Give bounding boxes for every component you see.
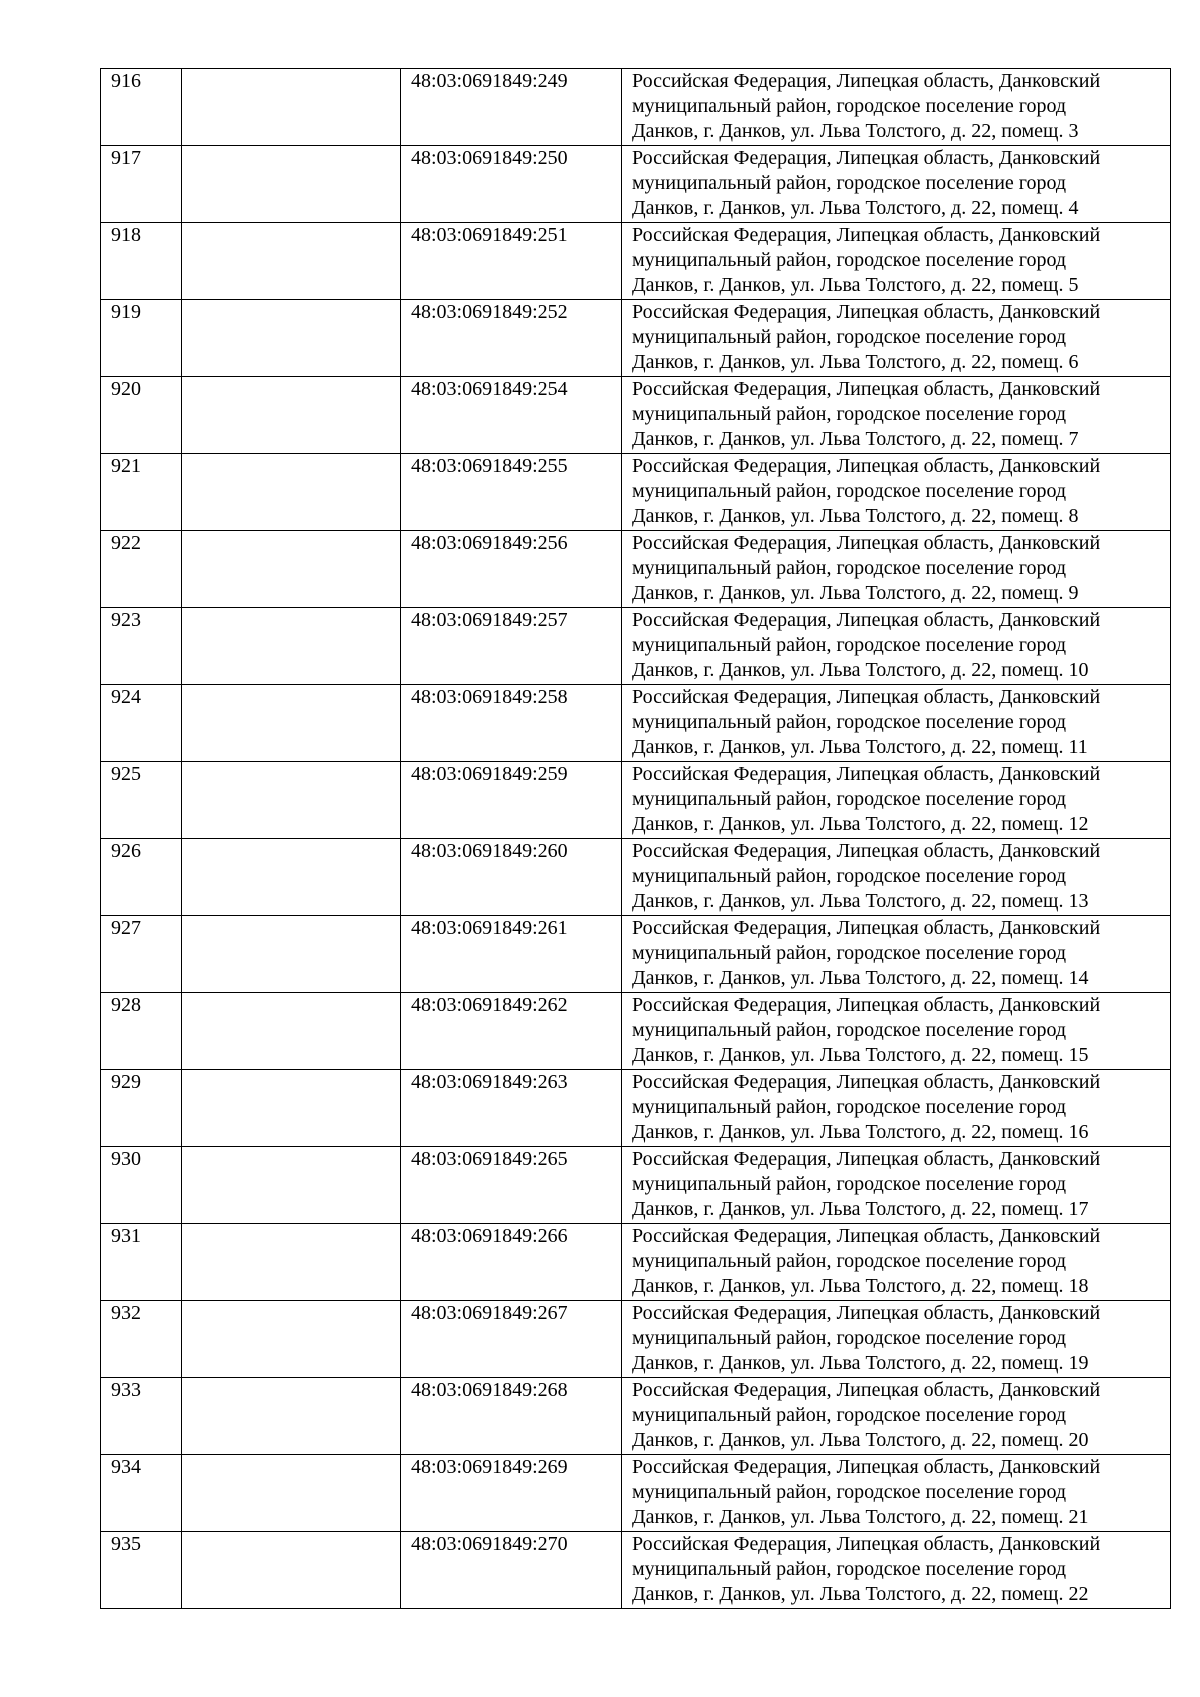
address-cell <box>622 1147 1171 1224</box>
row-number-cell: 923 <box>101 608 182 685</box>
table-row <box>101 1532 1171 1609</box>
address-line: муниципальный район, городское поселение город <box>632 1558 1067 1580</box>
owner-cell <box>182 146 401 223</box>
table-row <box>101 1224 1171 1301</box>
address-line: Данков, г. Данков, ул. Льва Толстого, д. 22, помещ. 5 <box>632 274 1079 296</box>
address-line: Российская Федерация, Липецкая область, Данковский <box>632 455 1101 477</box>
table-row <box>101 608 1171 685</box>
address-line: Данков, г. Данков, ул. Льва Толстого, д. 22, помещ. 11 <box>632 736 1088 758</box>
address-cell <box>622 69 1171 146</box>
row-number-cell: 934 <box>101 1455 182 1532</box>
owner-cell <box>182 1301 401 1378</box>
address-line: Данков, г. Данков, ул. Льва Толстого, д. 22, помещ. 9 <box>632 582 1079 604</box>
row-number-cell: 924 <box>101 685 182 762</box>
row-number-cell: 926 <box>101 839 182 916</box>
owner-cell <box>182 762 401 839</box>
address-line: Российская Федерация, Липецкая область, Данковский <box>632 1148 1101 1170</box>
row-number-cell: 933 <box>101 1378 182 1455</box>
owner-cell <box>182 531 401 608</box>
address-line: муниципальный район, городское поселение город <box>632 172 1067 194</box>
row-number-cell: 930 <box>101 1147 182 1224</box>
address-line: муниципальный район, городское поселение город <box>632 1173 1067 1195</box>
address-line: Российская Федерация, Липецкая область, Данковский <box>632 1225 1101 1247</box>
address-line: муниципальный район, городское поселение город <box>632 942 1067 964</box>
address-line: муниципальный район, городское поселение город <box>632 1019 1067 1041</box>
cadastral-number-cell: 48:03:0691849:259 <box>401 762 622 839</box>
owner-cell <box>182 1455 401 1532</box>
cadastral-number-cell: 48:03:0691849:256 <box>401 531 622 608</box>
address-line: муниципальный район, городское поселение город <box>632 1327 1067 1349</box>
address-line: Данков, г. Данков, ул. Льва Толстого, д. 22, помещ. 21 <box>632 1506 1089 1528</box>
address-line: муниципальный район, городское поселение город <box>632 1481 1067 1503</box>
cadastral-number-cell: 48:03:0691849:266 <box>401 1224 622 1301</box>
address-line: Российская Федерация, Липецкая область, Данковский <box>632 70 1101 92</box>
address-cell <box>622 1378 1171 1455</box>
address-cell <box>622 223 1171 300</box>
address-line: Данков, г. Данков, ул. Льва Толстого, д. 22, помещ. 19 <box>632 1352 1089 1374</box>
address-line: Данков, г. Данков, ул. Льва Толстого, д. 22, помещ. 20 <box>632 1429 1089 1451</box>
cadastral-number-cell: 48:03:0691849:265 <box>401 1147 622 1224</box>
table-row <box>101 1147 1171 1224</box>
address-line: Данков, г. Данков, ул. Льва Толстого, д. 22, помещ. 16 <box>632 1121 1089 1143</box>
owner-cell <box>182 454 401 531</box>
address-line: муниципальный район, городское поселение город <box>632 1404 1067 1426</box>
address-line: Данков, г. Данков, ул. Льва Толстого, д. 22, помещ. 12 <box>632 813 1089 835</box>
address-line: Российская Федерация, Липецкая область, Данковский <box>632 1071 1101 1093</box>
table-row <box>101 454 1171 531</box>
row-number-cell: 925 <box>101 762 182 839</box>
row-number-cell: 927 <box>101 916 182 993</box>
address-line: муниципальный район, городское поселение город <box>632 95 1067 117</box>
cadastral-number-cell: 48:03:0691849:257 <box>401 608 622 685</box>
address-line: Данков, г. Данков, ул. Льва Толстого, д. 22, помещ. 7 <box>632 428 1079 450</box>
address-line: Данков, г. Данков, ул. Льва Толстого, д. 22, помещ. 22 <box>632 1583 1089 1605</box>
address-line: муниципальный район, городское поселение город <box>632 480 1067 502</box>
address-line: Данков, г. Данков, ул. Льва Толстого, д. 22, помещ. 3 <box>632 120 1079 142</box>
address-line: муниципальный район, городское поселение город <box>632 403 1067 425</box>
owner-cell <box>182 1532 401 1609</box>
cadastral-number-cell: 48:03:0691849:255 <box>401 454 622 531</box>
table-row <box>101 1070 1171 1147</box>
owner-cell <box>182 839 401 916</box>
owner-cell <box>182 685 401 762</box>
row-number-cell: 935 <box>101 1532 182 1609</box>
address-line: Данков, г. Данков, ул. Льва Толстого, д. 22, помещ. 4 <box>632 197 1079 219</box>
row-number-cell: 920 <box>101 377 182 454</box>
address-line: муниципальный район, городское поселение город <box>632 557 1067 579</box>
address-line: Данков, г. Данков, ул. Льва Толстого, д. 22, помещ. 17 <box>632 1198 1089 1220</box>
property-registry-table <box>100 68 1171 1609</box>
table-row <box>101 1378 1171 1455</box>
row-number-cell: 929 <box>101 1070 182 1147</box>
row-number-cell: 932 <box>101 1301 182 1378</box>
owner-cell <box>182 993 401 1070</box>
row-number-cell: 918 <box>101 223 182 300</box>
cadastral-number-cell: 48:03:0691849:254 <box>401 377 622 454</box>
address-line: Данков, г. Данков, ул. Льва Толстого, д. 22, помещ. 8 <box>632 505 1079 527</box>
cadastral-number-cell: 48:03:0691849:252 <box>401 300 622 377</box>
cadastral-number-cell: 48:03:0691849:263 <box>401 1070 622 1147</box>
address-line: Российская Федерация, Липецкая область, Данковский <box>632 224 1101 246</box>
address-cell <box>622 993 1171 1070</box>
address-line: муниципальный район, городское поселение город <box>632 326 1067 348</box>
cadastral-number-cell: 48:03:0691849:262 <box>401 993 622 1070</box>
cadastral-number-cell: 48:03:0691849:270 <box>401 1532 622 1609</box>
row-number-cell: 922 <box>101 531 182 608</box>
table-row <box>101 916 1171 993</box>
table-row <box>101 685 1171 762</box>
address-cell <box>622 1532 1171 1609</box>
table-row <box>101 762 1171 839</box>
address-cell <box>622 608 1171 685</box>
address-cell <box>622 1301 1171 1378</box>
address-line: муниципальный район, городское поселение город <box>632 865 1067 887</box>
address-line: Российская Федерация, Липецкая область, Данковский <box>632 1302 1101 1324</box>
address-line: Данков, г. Данков, ул. Льва Толстого, д. 22, помещ. 10 <box>632 659 1089 681</box>
address-line: Данков, г. Данков, ул. Льва Толстого, д. 22, помещ. 6 <box>632 351 1079 373</box>
cadastral-number-cell: 48:03:0691849:249 <box>401 69 622 146</box>
address-cell <box>622 685 1171 762</box>
address-cell <box>622 1224 1171 1301</box>
table-row <box>101 993 1171 1070</box>
address-line: Российская Федерация, Липецкая область, Данковский <box>632 763 1101 785</box>
address-line: Данков, г. Данков, ул. Льва Толстого, д. 22, помещ. 13 <box>632 890 1089 912</box>
row-number-cell: 928 <box>101 993 182 1070</box>
cadastral-number-cell: 48:03:0691849:261 <box>401 916 622 993</box>
address-cell <box>622 377 1171 454</box>
owner-cell <box>182 1070 401 1147</box>
owner-cell <box>182 1147 401 1224</box>
address-cell <box>622 454 1171 531</box>
cadastral-number-cell: 48:03:0691849:268 <box>401 1378 622 1455</box>
address-cell <box>622 916 1171 993</box>
cadastral-number-cell: 48:03:0691849:267 <box>401 1301 622 1378</box>
address-line: Российская Федерация, Липецкая область, Данковский <box>632 1533 1101 1555</box>
address-cell <box>622 762 1171 839</box>
address-line: муниципальный район, городское поселение город <box>632 1250 1067 1272</box>
table-row <box>101 223 1171 300</box>
owner-cell <box>182 608 401 685</box>
owner-cell <box>182 300 401 377</box>
owner-cell <box>182 69 401 146</box>
owner-cell <box>182 223 401 300</box>
address-line: Российская Федерация, Липецкая область, Данковский <box>632 1456 1101 1478</box>
row-number-cell: 917 <box>101 146 182 223</box>
address-line: Российская Федерация, Липецкая область, Данковский <box>632 994 1101 1016</box>
address-line: Российская Федерация, Липецкая область, Данковский <box>632 840 1101 862</box>
cadastral-number-cell: 48:03:0691849:258 <box>401 685 622 762</box>
cadastral-number-cell: 48:03:0691849:269 <box>401 1455 622 1532</box>
address-line: муниципальный район, городское поселение город <box>632 711 1067 733</box>
owner-cell <box>182 377 401 454</box>
address-line: Российская Федерация, Липецкая область, Данковский <box>632 532 1101 554</box>
address-cell <box>622 1070 1171 1147</box>
owner-cell <box>182 916 401 993</box>
address-cell <box>622 300 1171 377</box>
registry-table-body <box>101 69 1171 1609</box>
table-row <box>101 839 1171 916</box>
row-number-cell: 919 <box>101 300 182 377</box>
address-line: муниципальный район, городское поселение город <box>632 249 1067 271</box>
table-row <box>101 146 1171 223</box>
address-cell <box>622 1455 1171 1532</box>
address-cell <box>622 146 1171 223</box>
address-line: Данков, г. Данков, ул. Льва Толстого, д. 22, помещ. 18 <box>632 1275 1089 1297</box>
table-row <box>101 300 1171 377</box>
owner-cell <box>182 1378 401 1455</box>
address-line: Российская Федерация, Липецкая область, Данковский <box>632 301 1101 323</box>
owner-cell <box>182 1224 401 1301</box>
address-cell <box>622 839 1171 916</box>
cadastral-number-cell: 48:03:0691849:251 <box>401 223 622 300</box>
row-number-cell: 931 <box>101 1224 182 1301</box>
address-line: Данков, г. Данков, ул. Льва Толстого, д. 22, помещ. 15 <box>632 1044 1089 1066</box>
row-number-cell: 916 <box>101 69 182 146</box>
address-line: Российская Федерация, Липецкая область, Данковский <box>632 147 1101 169</box>
address-line: муниципальный район, городское поселение город <box>632 634 1067 656</box>
table-row <box>101 1455 1171 1532</box>
address-cell <box>622 531 1171 608</box>
table-row <box>101 531 1171 608</box>
address-line: Российская Федерация, Липецкая область, Данковский <box>632 378 1101 400</box>
address-line: Российская Федерация, Липецкая область, Данковский <box>632 686 1101 708</box>
address-line: Российская Федерация, Липецкая область, Данковский <box>632 1379 1101 1401</box>
cadastral-number-cell: 48:03:0691849:250 <box>401 146 622 223</box>
cadastral-number-cell: 48:03:0691849:260 <box>401 839 622 916</box>
table-row <box>101 1301 1171 1378</box>
address-line: муниципальный район, городское поселение город <box>632 788 1067 810</box>
row-number-cell: 921 <box>101 454 182 531</box>
address-line: муниципальный район, городское поселение город <box>632 1096 1067 1118</box>
address-line: Российская Федерация, Липецкая область, Данковский <box>632 917 1101 939</box>
table-row <box>101 69 1171 146</box>
address-line: Данков, г. Данков, ул. Льва Толстого, д. 22, помещ. 14 <box>632 967 1089 989</box>
address-line: Российская Федерация, Липецкая область, Данковский <box>632 609 1101 631</box>
table-row <box>101 377 1171 454</box>
